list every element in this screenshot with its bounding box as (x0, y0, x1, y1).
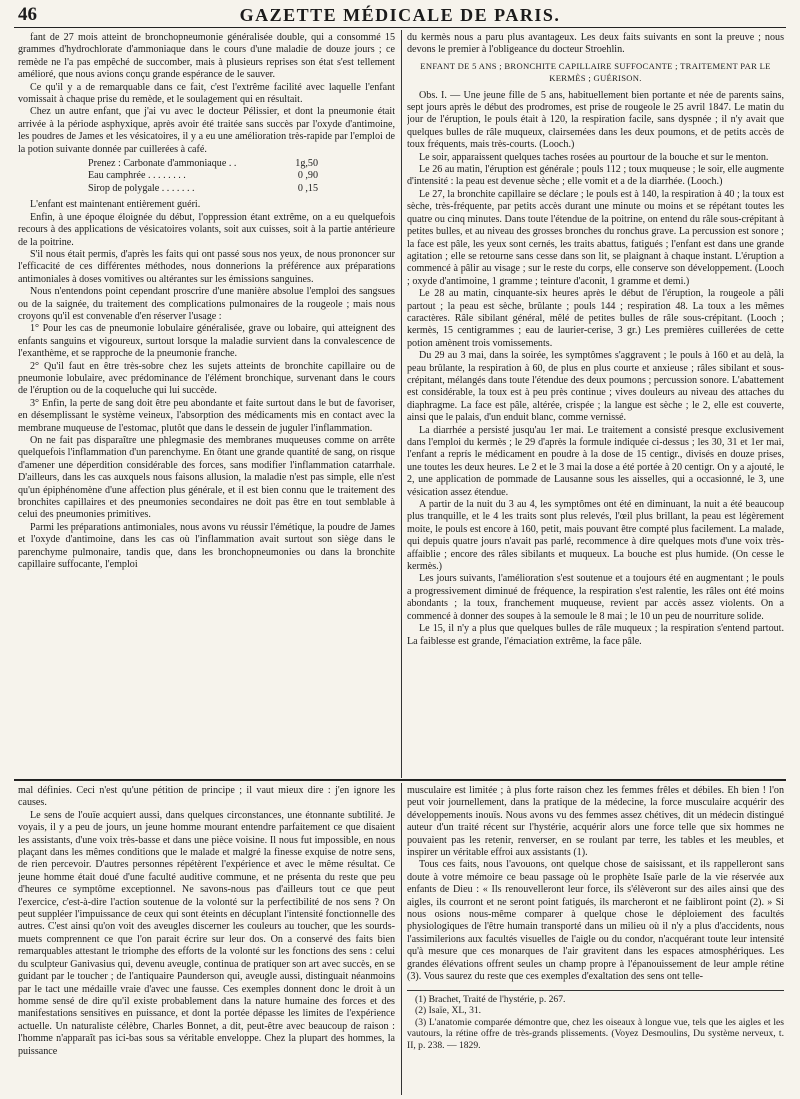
footnotes (407, 990, 784, 1052)
lower-right-column (407, 785, 784, 1095)
paragraph: fant de 27 mois atteint de bronchopneumonie généralisée double, qui a consommé 15 grammes d'hydrochlorate d'ammoniaque dans le cours d'une maladie de douze jours ; ce remède ne l'a pas empêché de succomber, mais à plusieurs reprises son état s'est tellement amélioré, que nous avions conçu grande espérance de le sauver. (18, 32, 395, 81)
paragraph: S'il nous était permis, d'après les faits qui ont passé sous nos yeux, de nous prononcer sur l'efficacité de ces différentes méthodes, nous donnerions la préférence aux préparations antimoniales à doses vomitives ou altérantes sur les émissions sanguines. (18, 248, 395, 285)
paragraph: A partir de la nuit du 3 au 4, les symptômes ont été en diminuant, la nuit a été beaucoup plus tranquille, et le 4 les traits sont plus relevés, l'œil plus brillant, la peau est légèrement moite, le pouls est encore à 160, petit, mais pouvant être compté plus facilement. La malade, qui depuis quatre jours n'avait pas parlé, recommence à dire quelques mots d'une voix très-affaiblie ; encore des râles sibilants et muqueux. La bouche est plus humide. (On cesse le kermès.) (407, 499, 784, 573)
prescription-dose: 1g,50 (295, 158, 318, 170)
paragraph: Enfin, à une époque éloignée du début, l'oppression étant extrême, on a eu quelquefois recours à des applications de vésicatoires volants, soit aux cuisses, soit à la partie antérieure de la poitrine. (18, 211, 395, 248)
prescription-line (88, 158, 318, 170)
paragraph: 3° Enfin, la perte de sang doit être peu abondante et faite surtout dans le but de favoriser, en désemplissant le système veineux, l'absorption des médicaments mis en contact avec la membrane muqueuse de l'estomac, plutôt que dans le dessein de juguler l'inflammation. (18, 397, 395, 434)
page-number: 46 (18, 4, 37, 25)
paragraph: Du 29 au 3 mai, dans la soirée, les symptômes s'aggravent ; le pouls à 160 et au delà, la peau brûlante, la respiration à 60, de plus en plus courte et anxieuse ; râles sibilant et sous-crépitant, mélangés dans toute l'étendue des deux poumons ; percussion sonore. L'abattement est considérable, la toux est à peu près continue ; vives douleurs au niveau des attaches du diaphragme. La face est pâle, altérée, crispée ; la langue est sèche ; le 2, elle est couverte, ainsi que le palais, d'un enduit blanc, comme vernissé. (407, 350, 784, 424)
paragraph: (2) Isaïe, XL, 31. (415, 1005, 482, 1017)
upper-left-column (18, 32, 395, 776)
paragraph: Nous n'entendons point cependant proscrire d'une manière absolue l'emploi des sangsues ou de la saignée, du traitement des complications pulmonaires de la rougeole ; mais nous croyons qu'il est convenable d'en réserver l'usage : (18, 286, 395, 322)
paragraph: Le soir, apparaissent quelques taches rosées au pourtour de la bouche et sur le menton. (419, 151, 769, 163)
paragraph: (3) L'anatomie comparée démontre que, chez les oiseaux à longue vue, tels que les aigles et les vautours, la rétine offre de très-grands plissements. (Voyez Desmoulins, Du système nerveux, t. II, p. 238. — 1829. (407, 1016, 784, 1051)
upper-right-column (407, 32, 784, 776)
paragraph: Parmi les préparations antimoniales, nous avons vu réussir l'émétique, la poudre de James et l'oxyde d'antimoine, dans les cas où l'inflammation avait surtout son siège dans le parenchyme pulmonaire, tandis que, dans les bronchopneumonies ou dans la bronchite capillaire suffocante, l'emploi (18, 521, 395, 571)
page-header (14, 4, 786, 26)
paragraph: mal définies. Ceci n'est qu'une pétition de principe ; il vaut mieux dire : j'en ignore les causes. (18, 785, 395, 809)
paragraph: du kermès nous a paru plus avantageux. Les deux faits suivants en sont la preuve ; nous devons le premier à l'obligeance du docteur Stroehlin. (407, 32, 784, 56)
paragraph: Le 15, il n'y a plus que quelques bulles de râle muqueux ; la respiration s'entend partout. La faiblesse est grande, l'émaciation extrême, la face pâle. (407, 623, 784, 647)
prescription-dose: 0 ,15 (297, 182, 318, 194)
prescription-ingredient: Prenez : Carbonate d'ammoniaque . . (88, 158, 237, 170)
prescription-dose: 0 ,90 (297, 170, 318, 182)
paragraph: (1) Brachet, Traité de l'hystérie, p. 267. (415, 993, 566, 1005)
column-divider-upper (401, 30, 402, 778)
prescription-ingredient: Eau camphrée . . . . . . . . (88, 170, 186, 182)
paragraph: Chez un autre enfant, que j'ai vu avec le docteur Pélissier, et dont la pneumonie était arrivée à la période asphyxique, après avoir été traitée sans succès par l'oxyde d'antimoine, les poudres de James et les vésicatoires, il y a eu une amélioration très-rapide par l'emploi de la potion suivante donnée par cuillerées à café. (18, 106, 395, 155)
column-divider-lower (401, 783, 402, 1095)
paragraph: 1° Pour les cas de pneumonie lobulaire généralisée, grave ou lobaire, qui atteignent des enfants sanguins et vigoureux, surtout lorsque la maladie survient dans la convalescence de l'exanthème, et se rapproche de la pneumonie franche. (18, 323, 395, 360)
paragraph: Tous ces faits, nous l'avouons, ont quelque chose de saisissant, et ils rappelleront sans doute à votre mémoire ce beau passage où le prophète Isaïe parle de la vie réservée aux enfants de Dieu : « Ils renouvelleront leur force, ils s'élèveront sur des ailes ainsi que des aigles, ils courront et ne seront point fatigués, ils marcheront et ne faibliront point (2). » Si nous osions nous-même comparer à quelque chose le déploiement des facultés physiologiques de l'être humain transporté dans un milieu où il n'y a plus d'accidents, nous l'assimilerions aux facultés visuelles de l'aigle ou du condor, n'acquérant toute leur intensité qu'à mesure que ces monarques de l'air gravitent dans les espaces atmosphériques. Les grandes élévations offrent seules un champ propre à l'épanouissement de leur ample rétine (3). Vous saurez du reste que ces exemples d'exaltation des sens ont telle- (407, 859, 784, 983)
paragraph: L'enfant est maintenant entièrement guéri. (30, 199, 201, 211)
paragraph: Le 26 au matin, l'éruption est générale ; pouls 112 ; toux muqueuse ; le soir, elle augmente d'intensité : la peau est devenue sèche ; elle vomit et a de la diarrhée. (Looch.) (407, 164, 784, 188)
header-rule (14, 27, 786, 28)
prescription-line (88, 170, 318, 182)
paragraph: musculaire est limitée ; à plus forte raison chez les femmes frêles et débiles. Eh bien ! l'on peut voir journellement, dans la pratique de la médecine, la force musculaire acquérir des développements inouïs. Nous avons vu des femmes assez chétives, dit un médecin distingué auteur d'un traité récent sur l'hystérie, acquérir alors une force telle que six hommes ne pouvaient pas les retenir, renverser, en se roulant par terre, les tables et les meubles, et inspirer un véritable effroi aux assistants (1). (407, 785, 784, 859)
paragraph: On ne fait pas disparaître une phlegmasie des membranes muqueuses comme on arrête quelquefois l'inflammation d'un parenchyme. En ôtant une grande quantité de sang, on risque d'amener une déperdition considérable des forces, sans modifier l'inflammation catarrhale. D'ailleurs, dans les cas auxquels nous faisons allusion, la maladie n'est pas simple, elle n'est qu'un épiphénomène d'une affection plus générale, et il est bien connu que le traitement des bronchites capillaires et des pneumonies secondaires ne doit pas être en tout semblable à celui des pneumonies primitives. (18, 435, 395, 521)
prescription-line (88, 183, 318, 195)
feuilleton-rule (14, 779, 786, 781)
case-heading: ENFANT DE 5 ANS ; BRONCHITE CAPILLAIRE SUFFOCANTE ; TRAITEMENT PAR LE KERMÈS ; GUÉRISON. (420, 60, 771, 84)
paragraph: Ce qu'il y a de remarquable dans ce fait, c'est l'extrême facilité avec laquelle l'enfant vomissait à chaque prise du remède, et le soulagement qui en résultait. (18, 81, 395, 106)
paragraph: Le 27, la bronchite capillaire se déclare ; le pouls est à 140, la respiration à 40 ; la toux est sèche, très-fréquente, par petits accès durant une minute ou moins et se répétant toutes les quatre ou cinq minutes. Dans toute l'étendue de la poitrine, on entend du râle sous-crépitant à petites bulles, et au niveau des grosses bronches du ronchus grave. La percussion est sonore ; la face est pâle, les yeux sont cernés, les traits abattus, fatigués ; l'enfant est dans une grande agitation ; elle se retourne sans cesse dans son lit, se plaignant à chaque instant. L'éruption a commencé à pâlir au visage ; sur le reste du corps, elle conserve son développement. (Looch ; oxyde d'antimoine, 1 gramme ; teinture d'aconit, 1 gramme et demi.) (407, 188, 784, 287)
prescription-formula (88, 158, 318, 195)
paragraph: Le 28 au matin, cinquante-six heures après le début de l'éruption, la rougeole a pâli partout ; la peau est sèche, brûlante ; pouls 144 ; respiration 48. La toux a les mêmes caractères. Râle sibilant général, mêlé de petites bulles de râle sous-crépitant. (Looch ; kermès, 15 centigrammes ; eau de laurier-cerise, 3 gr.) Les premières cuillerées de cette potion amènent trois vomissements. (407, 288, 784, 349)
lower-left-column (18, 785, 395, 1095)
prescription-ingredient: Sirop de polygale . . . . . . . (88, 182, 195, 194)
paragraph: Le sens de l'ouïe acquiert aussi, dans quelques circonstances, une étonnante subtilité. Je voyais, il y a peu de jours, un jeune homme mourant entendre parfaitement ce que disaient les assistants, d'une voix très-basse et dans une pièce voisine. Il nous fut impossible, en nous plaçant dans les mêmes conditions que le malade et malgré la finesse exquise de notre sens, de rien percevoir. D'autres personnes répétèrent l'expérience et avec le même résultat. Ce jeune homme était doué d'une faculté auditive commune, et ne présenta du reste que peu d'heures ce symptôme exceptionnel. Ne savons-nous pas d'ailleurs tout ce que peut l'exercice, c'est-à-dire l'action soutenue de la volonté sur la perfectibilité de nos sens ? On peut suppléer l'impuissance de ceux qui sont éteints en décuplant l'intensité fonctionnelle des autres. C'est ainsi qu'on voit des aveugles discerner les couleurs au toucher, que les sourds-muets comprennent ce que l'on parait écrire sur leur dos. On a conservé des faits bien remarquables attestant le triomphe des efforts de la volonté sur les fonctions des sens : celui du sculpteur Ganivasius qui, devenu aveugle, continua de pratiquer son art avec succès, en se guidant par le toucher ; de l'antiquaire Paunderson qui, aveugle aussi, distinguait néanmoins par le tact une médaille vraie d'avec une fausse. Ces exemples donnent donc le droit à un homme sensé de dire qu'il existe probablement dans la nature humaine des forces et des manifestations sensitives en puissance, et dont la portée dépasse les limites de l'expérience actuelle. Un naturaliste célèbre, Charles Bonnet, a dit, peut-être avec beaucoup de raison : l'homme n'apparaît pas ici-bas sous sa véritable enveloppe. Chez la plupart des hommes, la puissance (18, 809, 395, 1057)
paragraph: 2° Qu'il faut en être très-sobre chez les sujets atteints de bronchite capillaire ou de pneumonie lobulaire, avec prédominance de l'élément bronchique, survenant dans le cours de l'éruption ou de la coqueluche qui lui succède. (18, 360, 395, 397)
paragraph: Obs. I. — Une jeune fille de 5 ans, habituellement bien portante et née de parents sains, sept jours après le début des prodromes, est prise de rougeole le 25 avril 1847. Le matin du jour de l'éruption, le pouls était à 120, la respiration facile, sans dyspnée ; il n'y avait que quelques bulles de râle muqueux, clairsemées dans les deux poumons, et de petits accès de toux fréquents, mais très-courts. (Looch.) (407, 89, 784, 151)
journal-title: GAZETTE MÉDICALE DE PARIS. (239, 5, 561, 25)
paragraph: La diarrhée a persisté jusqu'au 1er mai. Le traitement a consisté presque exclusivement dans l'emploi du kermès ; le 29 d'après la formule indiquée ci-dessus ; les 30, 31 et 1er mai, l'enfant a reprís le médicament en poudre à la dose de 15 centigr., divisés en douze prises, une toutes les deux heures. Le 2 et le 3 mai la dose a été portée à 20 centigr. On y a ajouté, le 2, une application de pommade de Lausanne sous les aisselles, qui a occasionné, le 3, une vésication assez étendue. (407, 424, 784, 498)
paragraph: Les jours suivants, l'amélioration s'est soutenue et a toujours été en augmentant ; le pouls a progressivement diminué de fréquence, la respiration s'est ralentie, les râles ont été moins abondants ; la toux, franchement muqueuse, revient par accès assez violents. On a commencé à donner des soupes à la semoule le 8 mai ; le 10 un peu de nourriture solide. (407, 573, 784, 622)
